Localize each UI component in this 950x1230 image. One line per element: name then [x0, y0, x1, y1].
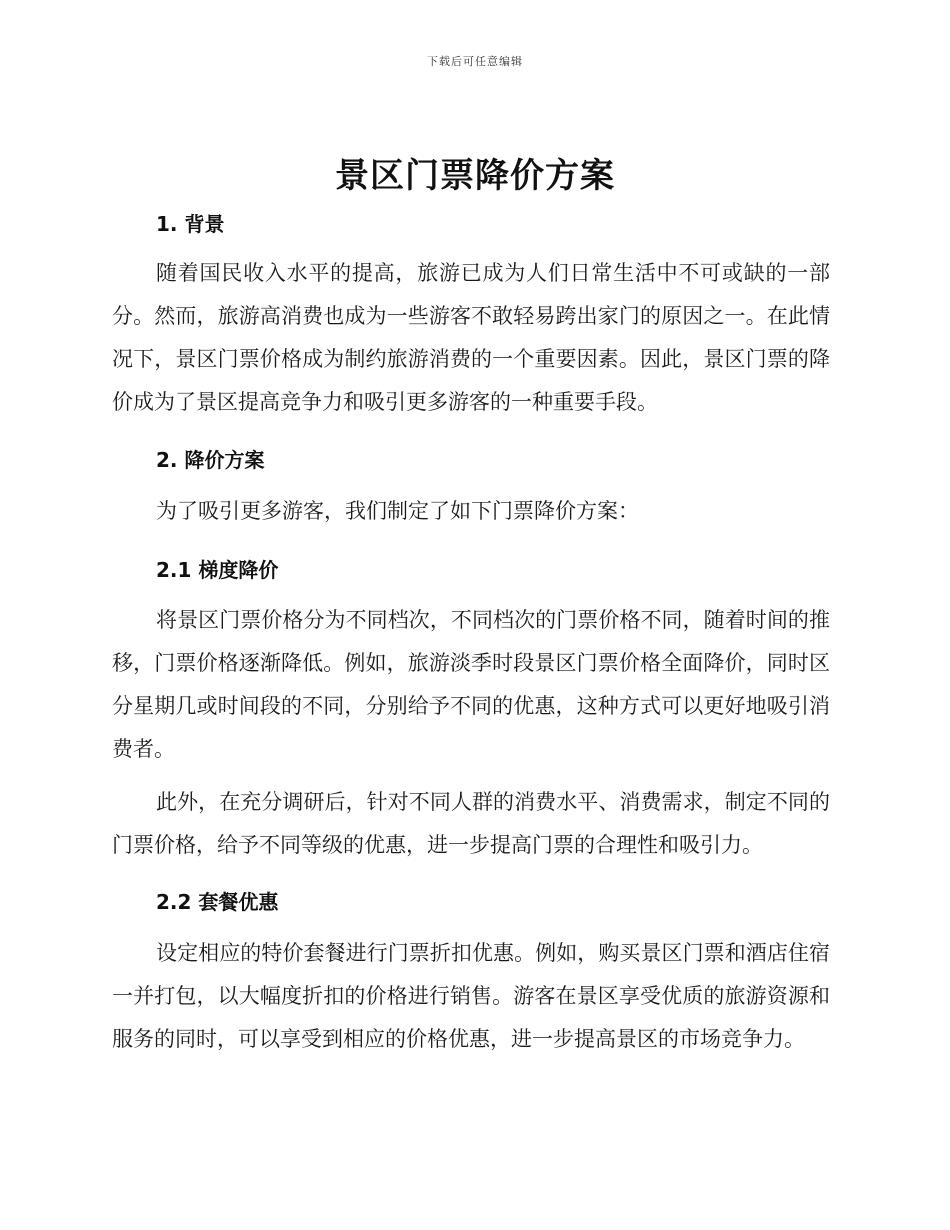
paragraph-background: 随着国民收入水平的提高，旅游已成为人们日常生活中不可或缺的一部分。然而，旅游高消费也成为一些游客不敢轻易跨出家门的原因之一。在此情况下，景区门票价格成为制约旅游消费的一个重要因素。因此，景区门票的降价成为了景区提高竞争力和吸引更多游客的一种重要手段。	[112, 261, 830, 414]
paragraph-price-plan-intro: 为了吸引更多游客，我们制定了如下门票降价方案：	[156, 499, 639, 523]
section-heading-package-discount: 2.2 套餐优惠	[156, 890, 279, 914]
section-heading-background: 1. 背景	[156, 212, 225, 236]
running-header: 下载后可任意编辑	[427, 55, 523, 68]
document-title: 景区门票降价方案	[335, 156, 615, 196]
section-heading-tiered-discount: 2.1 梯度降价	[156, 558, 279, 582]
section-heading-price-plan: 2. 降价方案	[156, 448, 265, 472]
paragraph-tiered-discount-2: 此外，在充分调研后，针对不同人群的消费水平、消费需求，制定不同的门票价格，给予不同等级的优惠，进一步提高门票的合理性和吸引力。	[112, 790, 830, 857]
paragraph-tiered-discount-1: 将景区门票价格分为不同档次，不同档次的门票价格不同，随着时间的推移，门票价格逐渐降低。例如，旅游淡季时段景区门票价格全面降价，同时区分星期几或时间段的不同，分别给予不同的优惠，这种方式可以更好地吸引消费者。	[112, 608, 830, 761]
paragraph-package-discount: 设定相应的特价套餐进行门票折扣优惠。例如，购买景区门票和酒店住宿一并打包，以大幅度折扣的价格进行销售。游客在景区享受优质的旅游资源和服务的同时，可以享受到相应的价格优惠，进一步提高景区的市场竞争力。	[112, 941, 830, 1051]
